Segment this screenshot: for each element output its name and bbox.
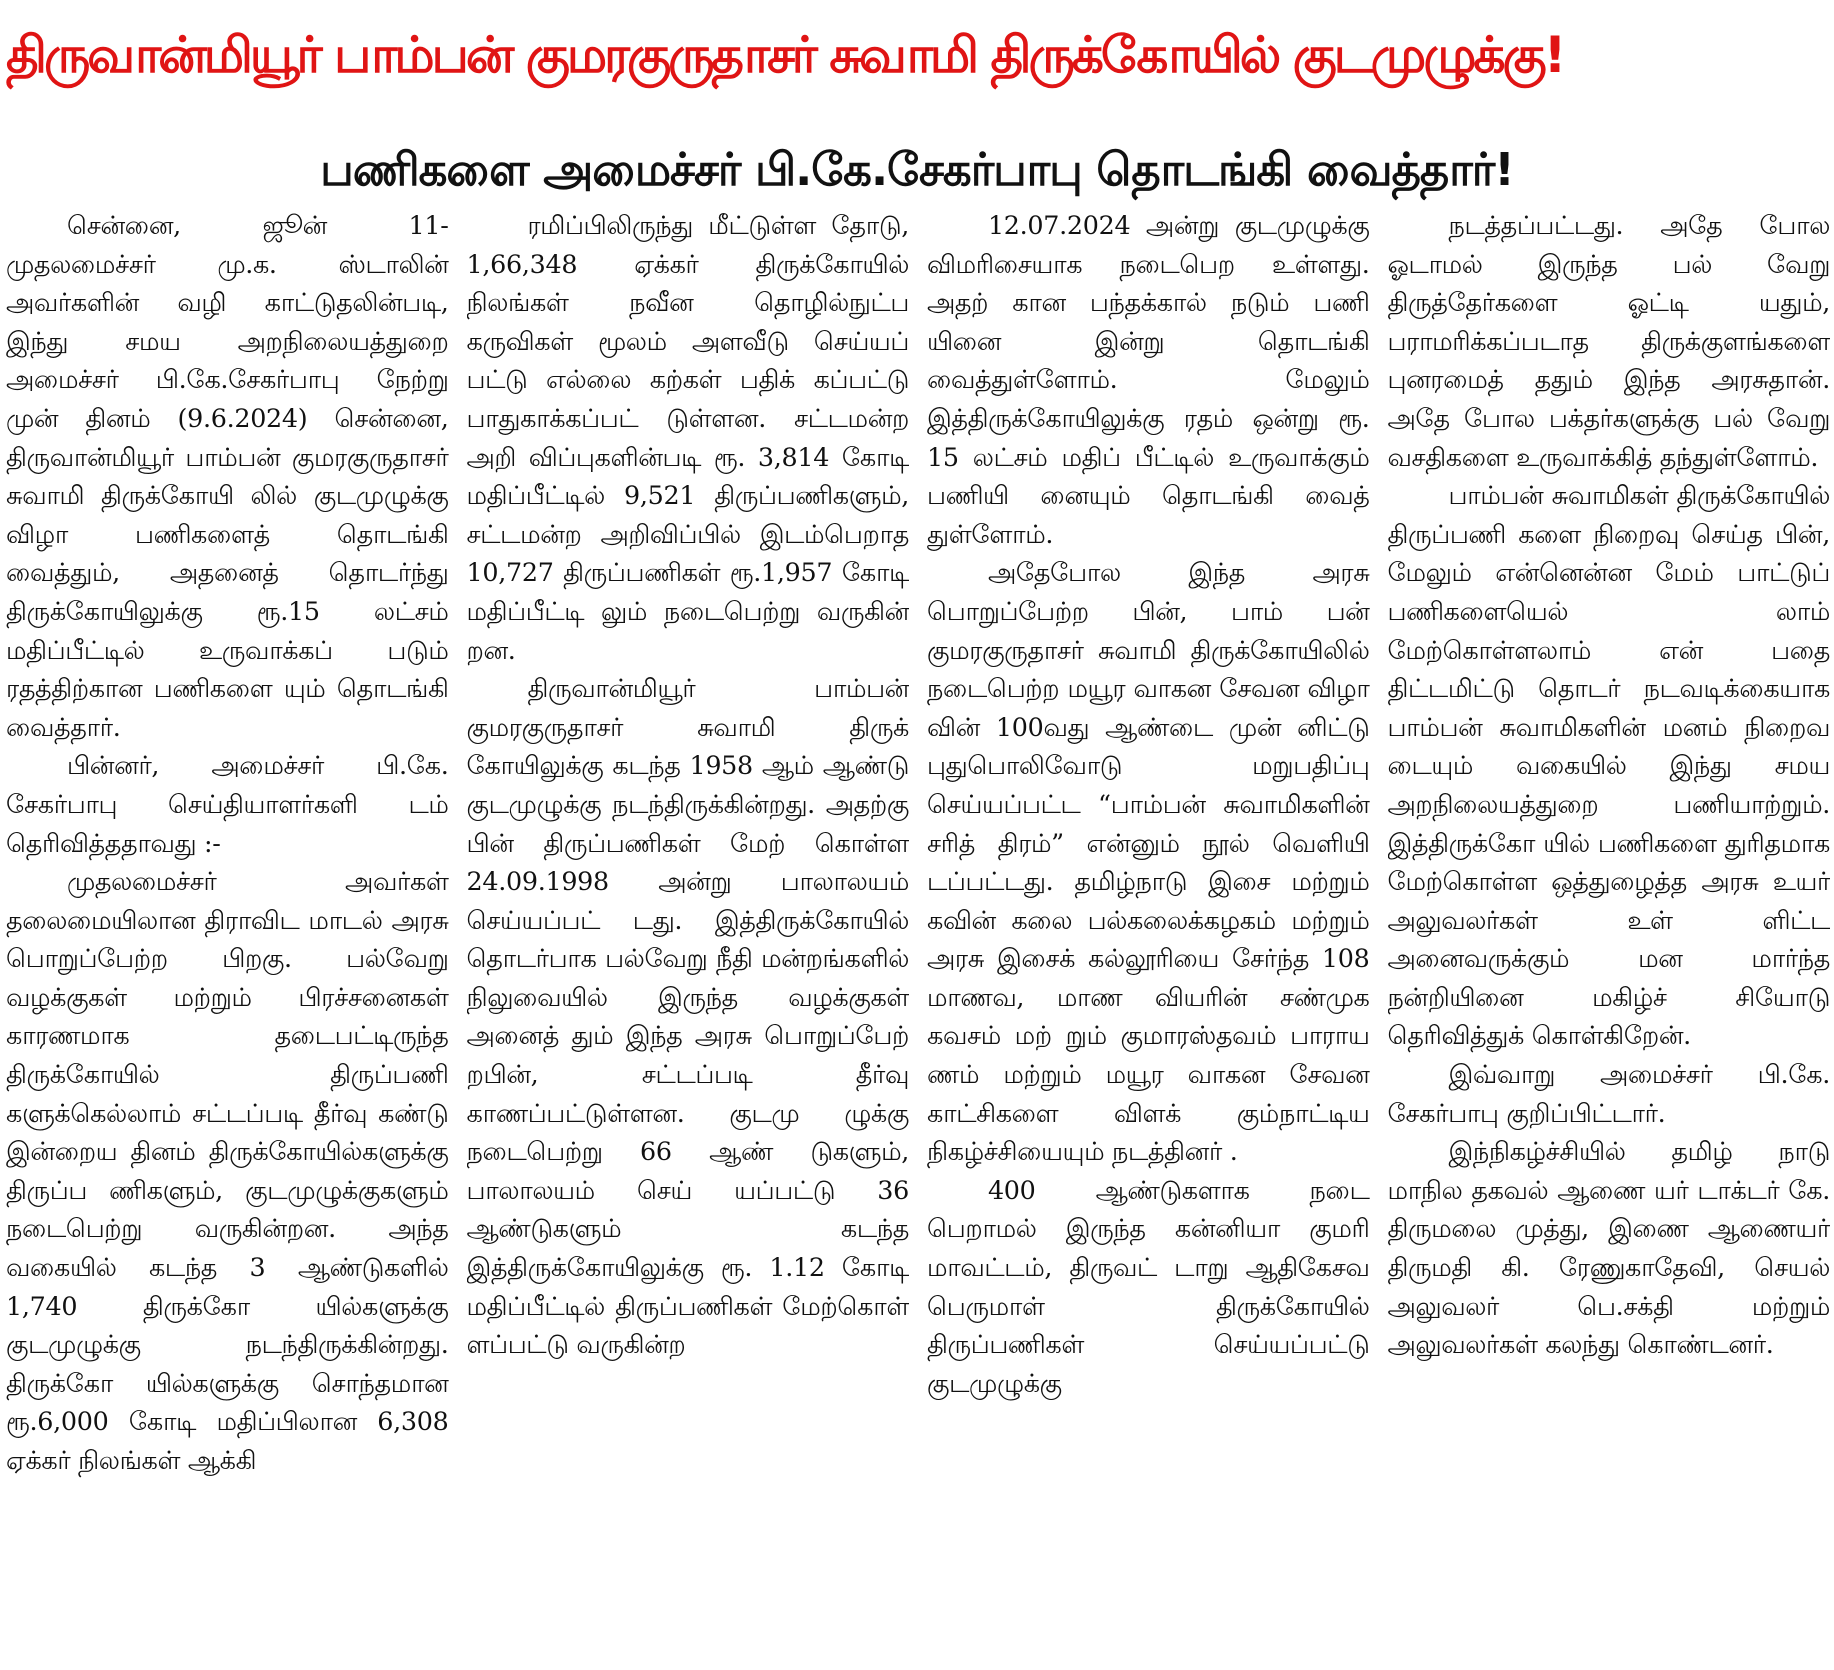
column-1	[6, 206, 449, 1666]
paragraph: பாம்பன் சுவாமிகள் திருக்கோயில் திருப்பணி களை நிறைவு செய்த பின், மேலும் என்னென்ன மேம் பாட்டுப் பணிகளையெல் லாம் மேற்கொள்ளலாம் என் பதை திட்டமிட்டு தொடர் நடவடிக்கையாக பாம்பன் சுவாமிகளின் மனம் நிறைவ டையும் வகையில் இந்து சமய அறநிலையத்துறை பணியாற்றும். இத்திருக்கோ யில் பணிகளை துரிதமாக மேற்கொள்ள ஒத்துழைத்த அரசு உயர் அலுவலர்கள் உள் ளிட்ட அனைவருக்கும் மன மார்ந்த நன்றியினை மகிழ்ச் சியோடு தெரிவித்துக் கொள்கிறேன்.	[1387, 480, 1830, 1051]
paragraph: இவ்வாறு அமைச்சர் பி.கே. சேகர்பாபு குறிப்பிட்டார்.	[1387, 1059, 1830, 1128]
paragraph: 12.07.2024 அன்று குடமுழுக்கு விமரிசையாக நடைபெற உள்ளது. அதற் கான பந்தக்கால் நடும் பணி யினை இன்று தொடங்கி வைத்துள்ளோம். மேலும் இத்திருக்கோயிலுக்கு ரதம் ஒன்று ரூ. 15 லட்சம் மதிப் பீட்டில் உருவாக்கும் பணியி னையும் தொடங்கி வைத் துள்ளோம்.	[927, 210, 1370, 549]
paragraph: இந்நிகழ்ச்சியில் தமிழ் நாடு மாநில தகவல் ஆணை யர் டாக்டர் கே. திருமலை முத்து, இணை ஆணையர் திருமதி கி. ரேணுகாதேவி, செயல் அலுவலர் பெ.சக்தி மற்றும் அலுவலர்கள் கலந்து கொண்டனர்.	[1387, 1136, 1830, 1360]
paragraph: ரமிப்பிலிருந்து மீட்டுள்ள தோடு, 1,66,348 ஏக்கர் திருக்கோயில் நிலங்கள் நவீன தொழில்நுட்ப கருவிகள் மூலம் அளவீடு செய்யப் பட்டு எல்லை கற்கள் பதிக் கப்பட்டு பாதுகாக்கப்பட் டுள்ளன. சட்டமன்ற அறி விப்புகளின்படி ரூ. 3,814 கோடி மதிப்பீட்டில் 9,521 திருப்பணிகளும், சட்டமன்ற அறிவிப்பில் இடம்பெறாத 10,727 திருப்பணிகள் ரூ.1,957 கோடி மதிப்பீட்டி லும் நடைபெற்று வருகின் றன.	[466, 210, 909, 665]
paragraph: நடத்தப்பட்டது. அதே போல ஓடாமல் இருந்த பல் வேறு திருத்தேர்களை ஓட்டி யதும், பராமரிக்கப்படாத திருக்குளங்களை புனரமைத் ததும் இந்த அரசுதான். அதே போல பக்தர்களுக்கு பல் வேறு வசதிகளை உருவாக்கித் தந்துள்ளோம்.	[1387, 210, 1830, 472]
article-body	[6, 206, 1830, 1666]
column-2	[467, 206, 910, 1666]
headline: திருவான்மியூர் பாம்பன் குமரகுருதாசர் சுவாமி திருக்கோயில் குடமுழுக்கு!	[6, 26, 1564, 84]
paragraph: சென்னை, ஜூன் 11- முதலமைச்சர் மு.க. ஸ்டாலின் அவர்களின் வழி காட்டுதலின்படி, இந்து சமய அறநிலையத்துறை அமைச்சர் பி.கே.சேகர்பாபு நேற்று முன் தினம் (9.6.2024) சென்னை, திருவான்மியூர் பாம்பன் குமரகுருதாசர் சுவாமி திருக்கோயி லில் குடமுழுக்கு விழா பணிகளைத் தொடங்கி வைத்தும், அதனைத் தொடர்ந்து திருக்கோயிலுக்கு ரூ.15 லட்சம் மதிப்பீட்டில் உருவாக்கப் படும் ரதத்திற்கான பணிகளை யும் தொடங்கி வைத்தார்.	[6, 210, 449, 742]
paragraph: திருவான்மியூர் பாம்பன் குமரகுருதாசர் சுவாமி திருக் கோயிலுக்கு கடந்த 1958 ஆம் ஆண்டு குடமுழுக்கு நடந்திருக்கின்றது. அதற்கு பின் திருப்பணிகள் மேற் கொள்ள 24.09.1998 அன்று பாலாலயம் செய்யப்பட் டது. இத்திருக்கோயில் தொடர்பாக பல்வேறு நீதி மன்றங்களில் நிலுவையில் இருந்த வழக்குகள் அனைத் தும் இந்த அரசு பொறுப்பேற் றபின், சட்டப்படி தீர்வு காணப்பட்டுள்ளன. குடமு ழுக்கு நடைபெற்று 66 ஆண் டுகளும், பாலாலயம் செய் யப்பட்டு 36 ஆண்டுகளும் கடந்த இத்திருக்கோயிலுக்கு ரூ. 1.12 கோடி மதிப்பீட்டில் திருப்பணிகள் மேற்கொள் ளப்பட்டு வருகின்ற	[466, 673, 909, 1360]
column-3	[927, 206, 1370, 1666]
paragraph: அதேபோல இந்த அரசு பொறுப்பேற்ற பின், பாம் பன் குமரகுருதாசர் சுவாமி திருக்கோயிலில் நடைபெற்ற மயூர வாகன சேவன விழா வின் 100வது ஆண்டை முன் னிட்டு புதுபொலிவோடு மறுபதிப்பு செய்யப்பட்ட “பாம்பன் சுவாமிகளின் சரித் திரம்” என்னும் நூல் வெளியி டப்பட்டது. தமிழ்நாடு இசை மற்றும் கவின் கலை பல்கலைக்கழகம் மற்றும் அரசு இசைக் கல்லூரியை சேர்ந்த 108 மாணவ, மாண வியரின் சண்முக கவசம் மற் றும் குமாரஸ்தவம் பாராய ணம் மற்றும் மயூர வாகன சேவன காட்சிகளை விளக் கும்நாட்டிய நிகழ்ச்சியையும் நடத்தினர் .	[927, 557, 1370, 1167]
subheadline: பணிகளை அமைச்சர் பி.கே.சேகர்பாபு தொடங்கி வைத்தார்!	[320, 143, 1514, 196]
paragraph: முதலமைச்சர் அவர்கள் தலைமையிலான திராவிட மாடல் அரசு பொறுப்பேற்ற பிறகு. பல்வேறு வழக்குகள் மற்றும் பிரச்சனைகள் காரணமாக தடைபட்டிருந்த திருக்கோயில் திருப்பணி களுக்கெல்லாம் சட்டப்படி தீர்வு கண்டு இன்றைய தினம் திருக்கோயில்களுக்கு திருப்ப ணிகளும், குடமுழுக்குகளும் நடைபெற்று வருகின்றன. அந்த வகையில் கடந்த 3 ஆண்டுகளில் 1,740 திருக்கோ யில்களுக்கு குடமுழுக்கு நடந்திருக்கின்றது. திருக்கோ யில்களுக்கு சொந்தமான ரூ.6,000 கோடி மதிப்பிலான 6,308 ஏக்கர் நிலங்கள் ஆக்கி	[6, 866, 449, 1475]
paragraph: 400 ஆண்டுகளாக நடை பெறாமல் இருந்த கன்னியா குமரி மாவட்டம், திருவட் டாறு ஆதிகேசவ பெருமாள் திருக்கோயில் திருப்பணிகள் செய்யப்பட்டு குடமுழுக்கு	[927, 1174, 1370, 1398]
paragraph: பின்னர், அமைச்சர் பி.கே. சேகர்பாபு செய்தியாளர்களி டம் தெரிவித்ததாவது :-	[6, 750, 449, 858]
column-4	[1388, 206, 1831, 1666]
